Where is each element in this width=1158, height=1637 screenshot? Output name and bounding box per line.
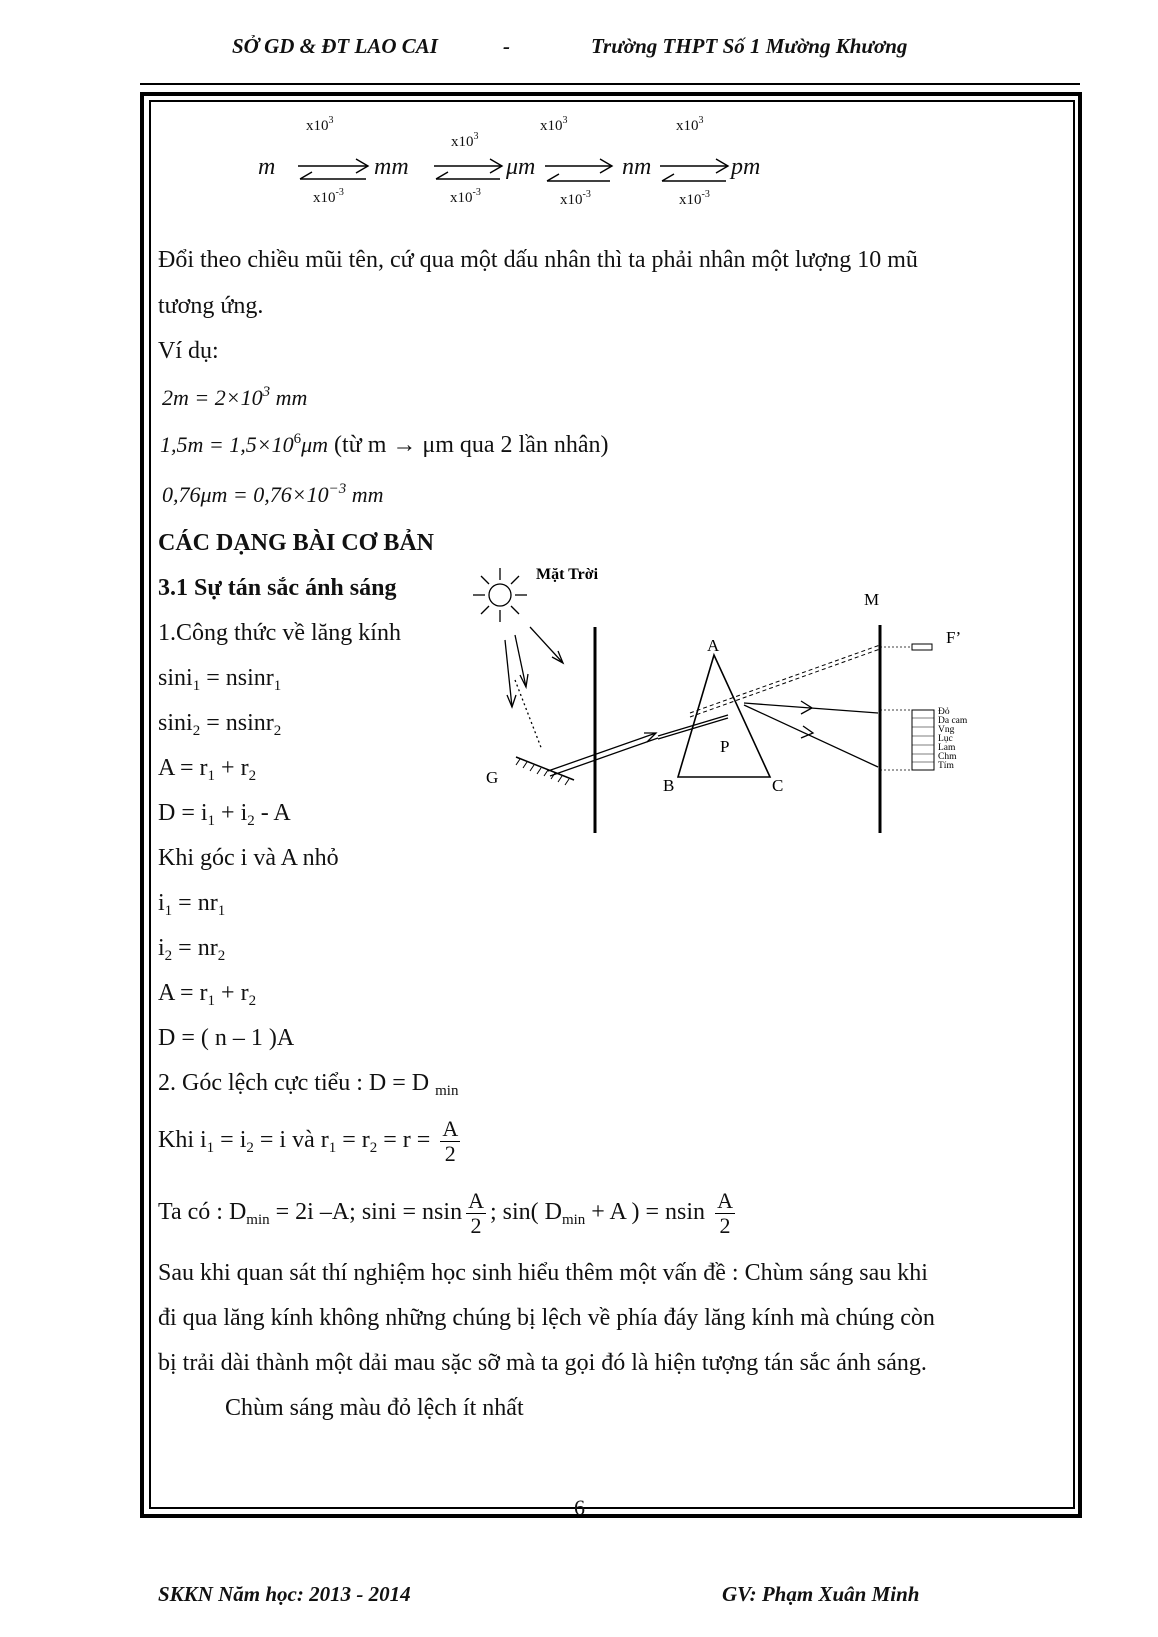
factor-down-2: $x10^{-3}$ bbox=[450, 187, 481, 206]
mirror-label: G bbox=[486, 768, 499, 787]
factor-up-3: $x10^3$ bbox=[540, 115, 568, 134]
spectrum-band bbox=[880, 710, 934, 770]
prism-base-left-label: B bbox=[663, 776, 675, 795]
factor-up-2: $x10^3$ bbox=[451, 131, 479, 150]
formula-small-deviation: D = ( n – 1 )A bbox=[158, 1025, 295, 1051]
formula-deviation: $D = i_1 + i_2 - A$ bbox=[158, 800, 291, 829]
arrow-pair-1 bbox=[298, 159, 368, 179]
factor-down-1: $x10^{-3}$ bbox=[313, 187, 344, 206]
formula-small-1: $i_1 = nr_1$ bbox=[158, 890, 226, 919]
fraction-a-over-2: $\frac{A}{2}$ bbox=[717, 1187, 733, 1238]
unit-nm: nm bbox=[622, 154, 652, 180]
sun-label: Mặt Trời bbox=[536, 566, 599, 583]
paragraph-line-4: Chùm sáng màu đỏ lệch ít nhất bbox=[225, 1395, 524, 1421]
arrow-pair-3 bbox=[545, 159, 612, 181]
example-3: $0,76\mu m = 0,76\times 10^{-3}$ mm bbox=[162, 481, 384, 507]
sun-icon bbox=[473, 568, 527, 622]
small-angle-note: Khi góc i và A nhỏ bbox=[158, 845, 339, 871]
spectrum-red: Đỏ bbox=[938, 707, 950, 717]
subsection-title: 3.1 Sự tán sắc ánh sáng bbox=[158, 575, 397, 601]
footer-left: SKKN Năm học: 2013 - 2014 bbox=[158, 1582, 411, 1606]
reflected-beam bbox=[548, 715, 728, 776]
page-number: 6 bbox=[574, 1495, 585, 1520]
fraction-a-over-2: $\frac{A}{2}$ bbox=[468, 1187, 484, 1238]
formula-small-apex: $A = r_1 + r_2$ bbox=[158, 980, 257, 1009]
formula-snell-2: sini$_2$ = nsinr$_2$ bbox=[158, 710, 282, 739]
footer-right: GV: Phạm Xuân Minh bbox=[722, 1582, 920, 1606]
prism-dispersion-diagram bbox=[460, 555, 1000, 845]
factor-up-1: $x10^3$ bbox=[306, 115, 334, 134]
paragraph-line-1: Sau khi quan sát thí nghiệm học sinh hiểu thêm một vấn đề : Chùm sáng sau khi bbox=[158, 1260, 928, 1286]
fraction-a-over-2: $\frac{A}{2}$ bbox=[442, 1115, 459, 1166]
min-deviation-condition: Khi $i_1 = i_2 = i$ và $r_1 = r_2 = r$ = $\frac{A}{2}$ bbox=[158, 1115, 459, 1166]
min-deviation-heading: 2. Góc lệch cực tiểu : D = D $_{min}$ bbox=[158, 1070, 459, 1099]
prism-base-right-label: C bbox=[772, 776, 784, 795]
spectrum-labels bbox=[938, 707, 968, 771]
arrow-pair-4 bbox=[660, 159, 728, 181]
spectrum-green: Lục bbox=[938, 734, 953, 744]
spectrum-orange: Da cam bbox=[938, 716, 968, 726]
unit-mm: mm bbox=[374, 154, 409, 180]
factor-down-3: $x10^{-3}$ bbox=[560, 189, 591, 208]
formula-small-2: $i_2 = nr_2$ bbox=[158, 935, 226, 964]
focus-marker bbox=[912, 644, 932, 650]
dispersed-rays bbox=[744, 701, 878, 767]
header-dash: - bbox=[503, 34, 510, 58]
prism-apex-label: A bbox=[707, 636, 720, 655]
factor-up-4: $x10^3$ bbox=[676, 115, 704, 134]
focus-label: F’ bbox=[946, 628, 962, 647]
unit-pm: pm bbox=[731, 154, 761, 180]
formula-heading: 1.Công thức về lăng kính bbox=[158, 620, 401, 646]
header-left: SỞ GD & ĐT LAO CAI bbox=[232, 34, 438, 58]
factor-down-4: $x10^{-3}$ bbox=[679, 189, 710, 208]
spectrum-yellow: Vng bbox=[938, 725, 955, 735]
formula-snell-1: sini$_1$ = nsinr$_1$ bbox=[158, 665, 282, 694]
unit-um: μm bbox=[506, 154, 536, 180]
example-2: $1,5m = 1,5\times 10^6\mu m$ (từ m → μm qua 2 lần nhân) bbox=[160, 431, 609, 458]
spectrum-violet: Tím bbox=[938, 761, 954, 771]
formula-apex: $A = r_1 + r_2$ bbox=[158, 755, 257, 784]
header-right: Trường THPT Số 1 Mường Khương bbox=[591, 34, 908, 58]
example-label: Ví dụ: bbox=[158, 338, 219, 364]
min-deviation-result: Ta có : $D_{min} = 2i$ –A; sini = nsin $\frac{A}{2}$ ; sin( $D_{min} + A$ ) = nsin $\frac{A}{2}$ bbox=[158, 1187, 733, 1238]
arrow-pair-2 bbox=[434, 159, 502, 179]
rule-line-1: Đổi theo chiều mũi tên, cứ qua một dấu nhân thì ta phải nhân một lượng 10 mũ bbox=[158, 247, 918, 273]
paragraph-line-3: bị trải dài thành một dải mau sặc sỡ mà ta gọi đó là hiện tượng tán sắc ánh sáng. bbox=[158, 1350, 927, 1376]
paragraph-line-2: đi qua lăng kính không những chúng bị lệch về phía đáy lăng kính mà chúng còn bbox=[158, 1305, 935, 1331]
spectrum-blue: Lam bbox=[938, 743, 956, 753]
incident-rays bbox=[505, 627, 563, 750]
rule-line-2: tương ứng. bbox=[158, 293, 264, 319]
conversion-arrows bbox=[0, 0, 1158, 230]
screen-label: M bbox=[864, 590, 880, 609]
unit-m: m bbox=[258, 154, 276, 180]
spectrum-indigo: Chm bbox=[938, 752, 957, 762]
prism-label: P bbox=[720, 737, 730, 756]
section-title: CÁC DẠNG BÀI CƠ BẢN bbox=[158, 530, 435, 556]
example-1: $2m = 2\times 10^3$ mm bbox=[162, 384, 308, 410]
